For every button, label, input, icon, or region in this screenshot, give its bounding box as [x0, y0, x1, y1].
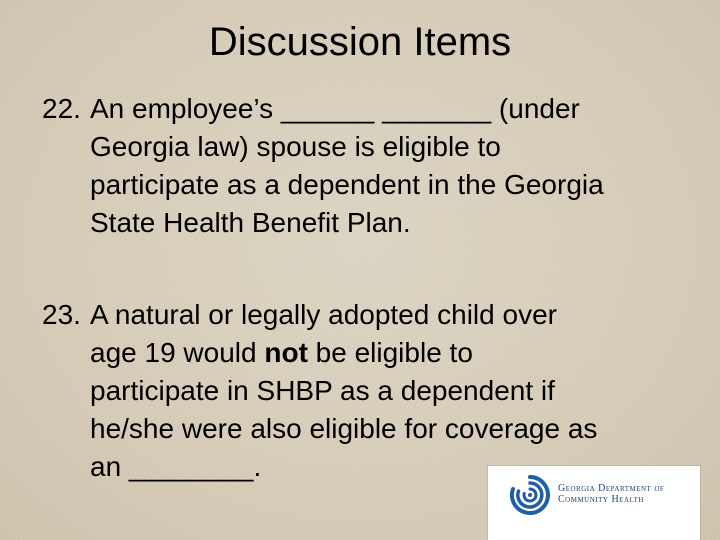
dch-logo — [488, 466, 700, 540]
slide-title: Discussion Items — [208, 20, 512, 64]
item-text-line: he/she were also eligible for coverage as — [90, 413, 598, 444]
item-text-line: A natural or legally adopted child over — [90, 299, 557, 330]
discussion-item-22 — [42, 90, 692, 242]
item-text-line: an ________. — [90, 451, 262, 482]
dch-swirl-logo-icon — [506, 471, 554, 519]
logo-text: Georgia Department of Community Health — [558, 483, 665, 505]
emphasis-not: not — [264, 337, 308, 368]
item-number: 22. — [42, 93, 81, 124]
discussion-item-23 — [42, 296, 692, 486]
item-text-line: participate in SHBP as a dependent if — [90, 375, 555, 406]
item-text-line: An employee’s ______ _______ (under — [90, 93, 580, 124]
item-text-line: age 19 would not be eligible to — [90, 337, 473, 368]
item-text-line: participate as a dependent in the Georgia — [90, 169, 604, 200]
item-number: 23. — [42, 299, 81, 330]
item-text-line: Georgia law) spouse is eligible to — [90, 131, 501, 162]
item-text-line: State Health Benefit Plan. — [90, 207, 411, 238]
